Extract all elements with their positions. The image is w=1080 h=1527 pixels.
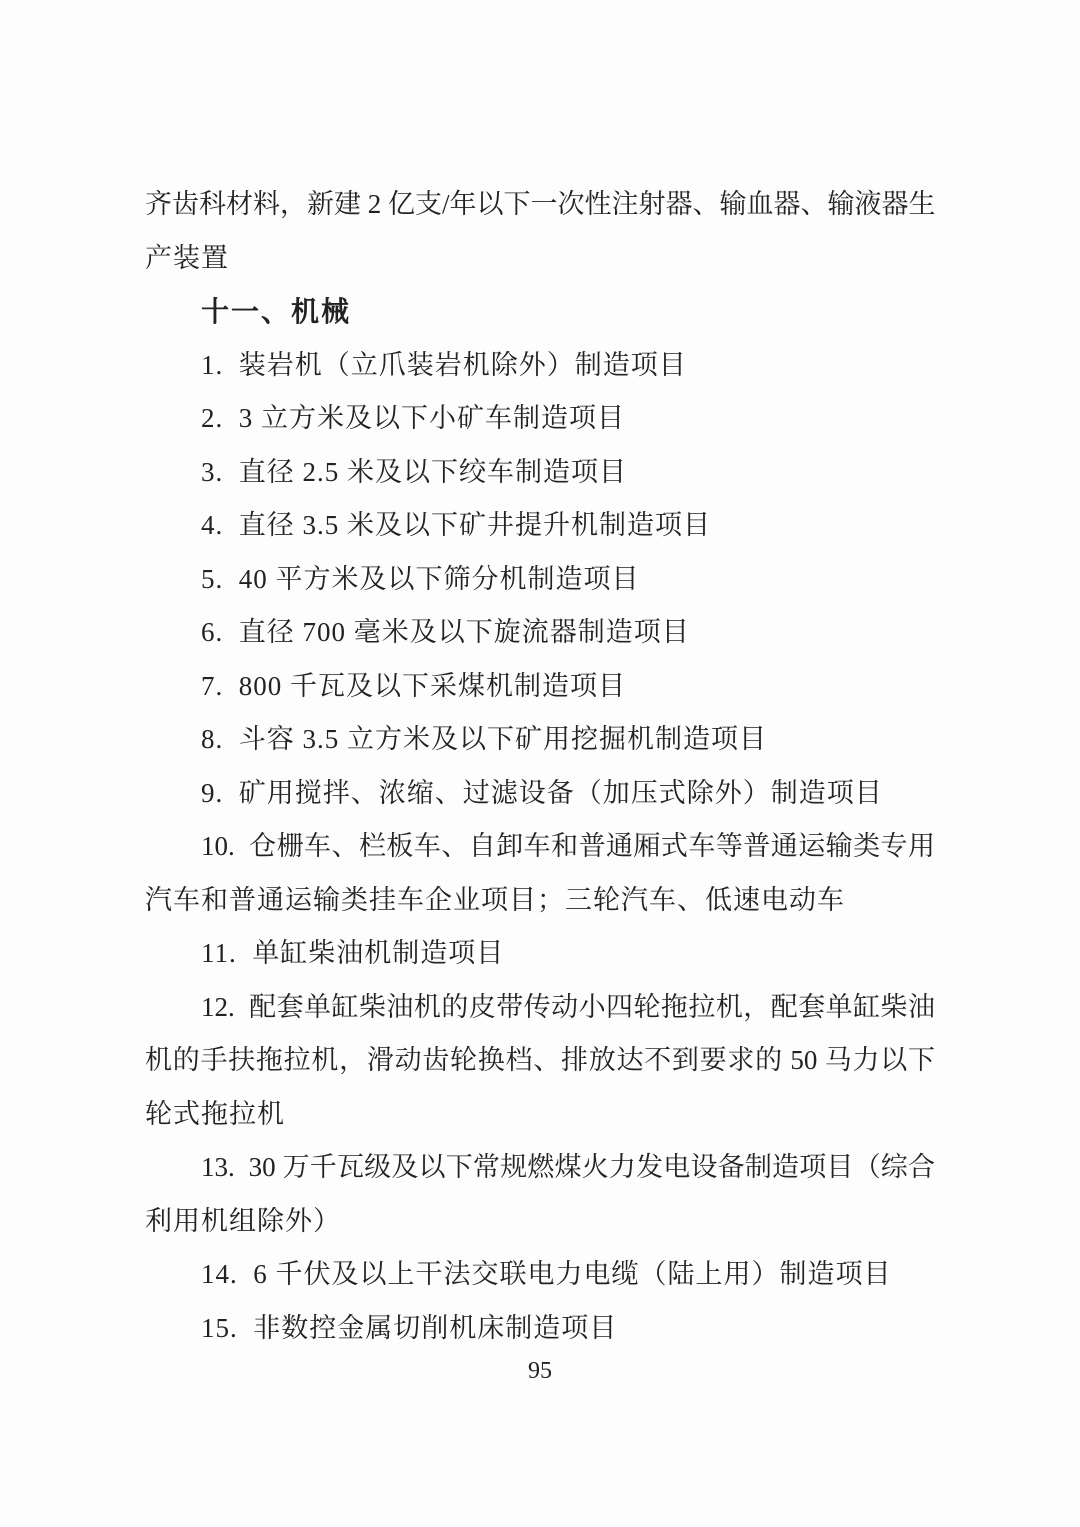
- list-item: 8. 斗容 3.5 立方米及以下矿用挖掘机制造项目: [201, 724, 767, 754]
- list-item-continuation: 轮式拖拉机: [145, 1098, 285, 1129]
- list-item: 6. 直径 700 毫米及以下旋流器制造项目: [201, 617, 690, 647]
- list-item-continuation: 利用机组除外）: [145, 1205, 341, 1236]
- list-item: 10. 仓栅车、栏板车、自卸车和普通厢式车等普通运输类专用: [201, 831, 935, 861]
- list-item: 9. 矿用搅拌、浓缩、过滤设备（加压式除外）制造项目: [201, 777, 883, 808]
- list-item: 1. 装岩机（立爪装岩机除外）制造项目: [201, 349, 687, 380]
- list-item: 3. 直径 2.5 米及以下绞车制造项目: [201, 456, 627, 487]
- list-item: 13. 30 万千瓦级及以下常规燃煤火力发电设备制造项目（综合: [201, 1152, 935, 1182]
- list-item: 2. 3 立方米及以下小矿车制造项目: [201, 403, 625, 433]
- list-item: 12. 配套单缸柴油机的皮带传动小四轮拖拉机，配套单缸柴油: [201, 991, 935, 1022]
- paragraph-line: 产装置: [145, 242, 229, 273]
- section-heading: 十一、机械: [201, 296, 352, 327]
- list-item-continuation: 机的手扶拖拉机，滑动齿轮换档、排放达不到要求的 50 马力以下: [145, 1045, 935, 1075]
- list-item-continuation: 汽车和普通运输类挂车企业项目；三轮汽车、低速电动车: [145, 884, 845, 915]
- list-item: 14. 6 千伏及以上干法交联电力电缆（陆上用）制造项目: [201, 1259, 892, 1289]
- list-item: 4. 直径 3.5 米及以下矿井提升机制造项目: [201, 510, 711, 540]
- list-item: 5. 40 平方米及以下筛分机制造项目: [201, 563, 640, 594]
- list-item: 7. 800 千瓦及以下采煤机制造项目: [201, 670, 626, 701]
- paragraph-line: 齐齿科材料，新建 2 亿支/年以下一次性注射器、输血器、输液器生: [145, 189, 936, 219]
- list-item: 15. 非数控金属切削机床制造项目: [201, 1312, 618, 1343]
- list-item: 11. 单缸柴油机制造项目: [201, 938, 505, 968]
- document-content: [145, 178, 935, 1355]
- page-number: 95: [528, 1358, 552, 1384]
